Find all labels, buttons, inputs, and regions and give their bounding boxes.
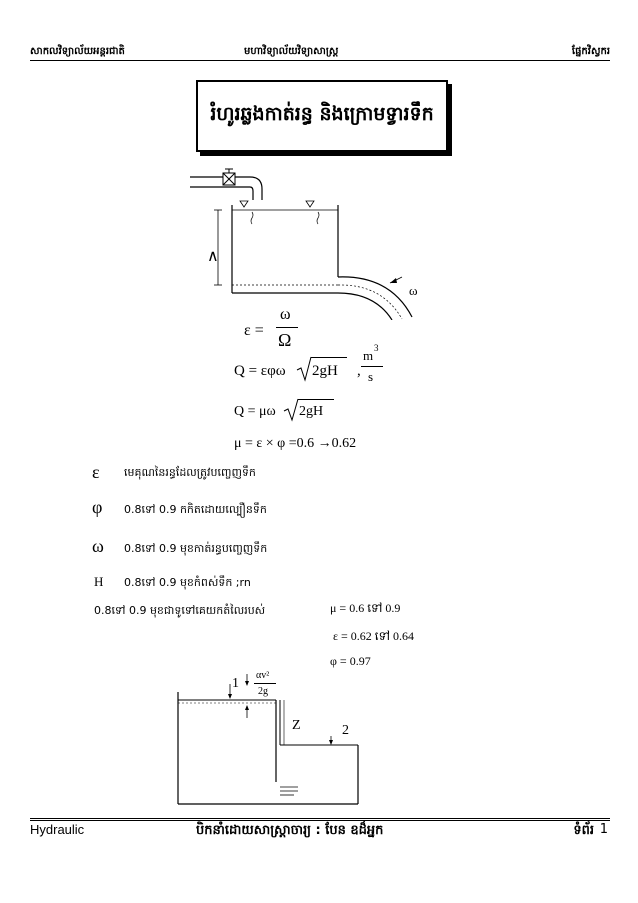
mu-range: μ = 0.6 ទៅ 0.9 xyxy=(330,601,401,615)
phi-value: φ = 0.97 xyxy=(330,654,371,668)
epsilon-numerator: ω xyxy=(280,306,291,323)
q-formula-1-separator: , xyxy=(357,363,361,379)
section-1-label: 1 xyxy=(232,676,239,691)
epsilon-fraction-bar xyxy=(276,327,298,328)
epsilon-denominator: Ω xyxy=(278,330,292,350)
sqrt-bar-1 xyxy=(311,357,347,358)
unit-fraction-bar xyxy=(361,366,383,367)
sqrt-sign-2 xyxy=(283,398,299,422)
velocity-head-denominator: 2g xyxy=(258,686,268,697)
unit-numerator: m xyxy=(363,348,374,363)
page-title: រំហូរឆ្លងកាត់រន្ធ និងក្រោមទ្វារទឹក xyxy=(210,103,434,125)
sqrt-sign-1 xyxy=(296,356,312,382)
omega-label: ω xyxy=(409,283,418,298)
q-formula-1-lhs: Q = εφω xyxy=(234,363,286,379)
mu-equation: μ = ε × φ =0.6 →0.62 xyxy=(234,436,357,451)
unit-denominator: s xyxy=(368,369,374,384)
footer-page-number: 1 xyxy=(599,822,608,837)
sqrt-bar-2 xyxy=(298,399,334,400)
def-phi-symbol: φ xyxy=(92,497,103,517)
velocity-head-numerator: αv² xyxy=(256,670,270,681)
def-omega-text: 0.8ទៅ 0.9 មុខកាត់រន្ធបញ្ចេញទឹក xyxy=(124,542,268,555)
header-right: ផ្នែកវិស្វករ xyxy=(571,46,610,57)
header-left: សាកលវិទ្យាល័យអន្តរជាតិ xyxy=(30,46,125,57)
submerged-orifice-diagram xyxy=(170,670,380,810)
epsilon-range: ε = 0.62 ទៅ 0.64 xyxy=(333,629,415,643)
header-rule xyxy=(30,60,610,61)
def-phi-text: 0.8ទៅ 0.9 កកិតដោយល្បឿនទឹក xyxy=(124,503,267,516)
title-box xyxy=(196,80,448,152)
def-h-text: 0.8ទៅ 0.9 មុខកំពស់ទឹក ;rn xyxy=(124,576,251,589)
unit-exponent: 3 xyxy=(374,343,379,353)
header-center: មហាវិទ្យាល័យវិទ្យាសាស្ត្រ xyxy=(244,46,339,57)
q-formula-2-radicand: 2gH xyxy=(299,404,324,419)
section-2-label: 2 xyxy=(342,723,349,738)
note-text: 0.8ទៅ 0.9 មុខជាទូទៅគេយកតំលៃរបស់ xyxy=(94,604,266,617)
tank-orifice-diagram xyxy=(180,165,430,320)
def-h-symbol: H xyxy=(94,574,104,589)
velocity-head-bar xyxy=(254,683,276,684)
height-label: ∧ xyxy=(207,248,219,265)
epsilon-lhs: ε = xyxy=(244,322,264,339)
z-label: Z xyxy=(292,718,301,733)
footer-center: បិកនាំដោយសាស្ត្រាចារ្យ : បែន ឧដ៏អ្នក xyxy=(196,823,384,838)
footer-left: Hydraulic xyxy=(30,822,85,837)
q-formula-1-radicand: 2gH xyxy=(312,363,338,379)
q-formula-2-lhs: Q = μω xyxy=(234,404,276,419)
def-omega-symbol: ω xyxy=(92,536,104,556)
def-epsilon-symbol: ε xyxy=(92,462,100,482)
def-epsilon-text: មេគុណនៃរន្ធដែលត្រូវបញ្ចេញទឹក xyxy=(124,466,256,479)
footer-rule xyxy=(30,818,610,821)
footer-page-label: ទំព័រ xyxy=(573,823,594,838)
